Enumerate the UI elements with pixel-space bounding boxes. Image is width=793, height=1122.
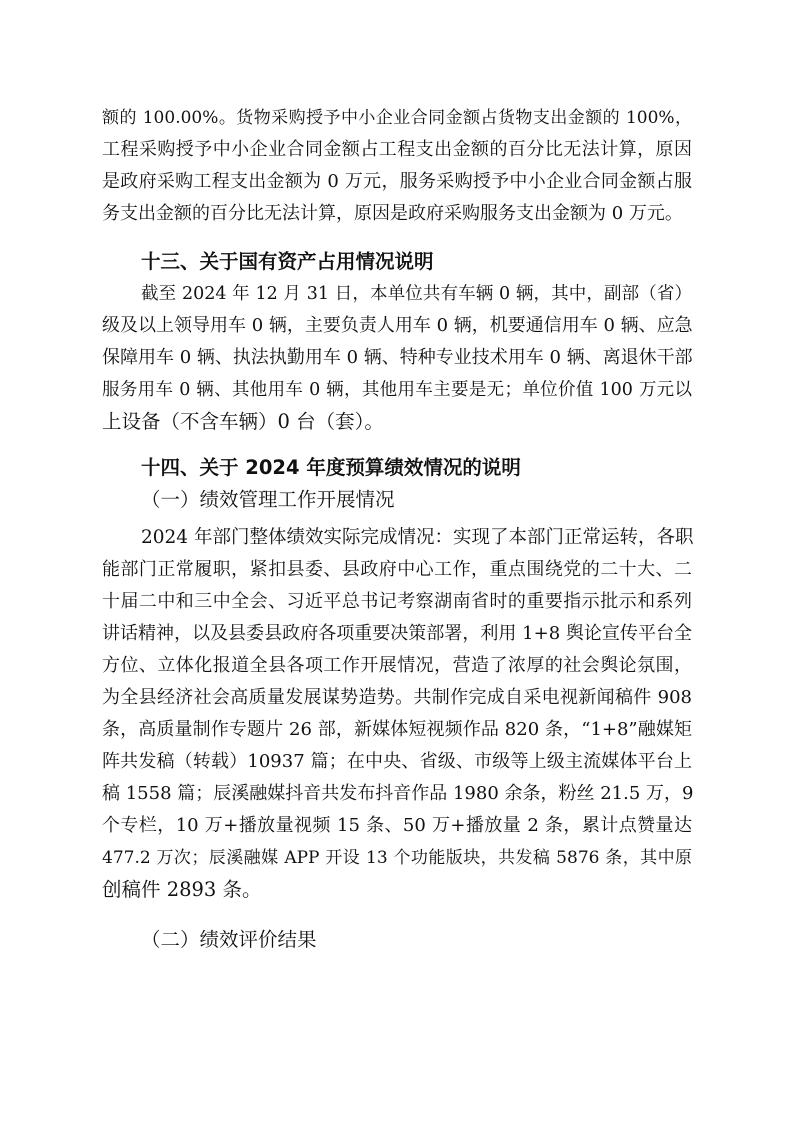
paragraph-line: 级及以上领导用车 0 辆，主要负责人用车 0 辆，机要通信用车 0 辆、应急 <box>102 315 693 336</box>
paragraph-line: 阵共发稿（转载）10937 篇；在中央、省级、市级等上级主流媒体平台上 <box>102 751 692 772</box>
paragraph-line: 个专栏，10 万+播放量视频 15 条、50 万+播放量 2 条，累计点赞量达 <box>102 815 692 836</box>
paragraph-line: 额的 100.00%。货物采购授予中小企业合同金额占货物支出金额的 100%， <box>102 108 692 128</box>
subsection-2-heading: （二）绩效评价结果 <box>141 928 317 951</box>
paragraph-line: 稿 1558 篇；辰溪融媒抖音共发布抖音作品 1980 余条，粉丝 21.5 万，9 <box>102 783 694 804</box>
paragraph-line: 上设备（不含车辆）0 台（套）。 <box>102 410 384 433</box>
paragraph-line: 创稿件 2893 条。 <box>102 878 262 901</box>
paragraph-line: 保障用车 0 辆、执法执勤用车 0 辆、特种专业技术用车 0 辆、离退休干部 <box>102 347 693 368</box>
paragraph-line: 服务用车 0 辆、其他用车 0 辆，其他用车主要是无；单位价值 100 万元以 <box>102 380 692 400</box>
paragraph-line: 为全县经济社会高质量发展谋势造势。共制作完成自采电视新闻稿件 908 <box>102 687 692 708</box>
paragraph-line: 2024 年部门整体绩效实际完成情况：实现了本部门正常运转，各职 <box>141 527 694 548</box>
section-14-heading: 十四、关于 2024 年度预算绩效情况的说明 <box>141 456 521 479</box>
paragraph-line: 方位、立体化报道全县各项工作开展情况，营造了浓厚的社会舆论氛围， <box>102 655 692 676</box>
section-13-heading: 十三、关于国有资产占用情况说明 <box>141 250 434 273</box>
paragraph-line: 讲话精神，以及县委县政府各项重要决策部署，利用 1+8 舆论宣传平台全 <box>102 623 692 644</box>
paragraph-line: 工程采购授予中小企业合同金额占工程支出金额的百分比无法计算，原因 <box>102 139 692 160</box>
paragraph-line: 十届二中和三中全会、习近平总书记考察湖南省时的重要指示批示和系列 <box>102 591 692 612</box>
paragraph-line: 截至 2024 年 12 月 31 日，本单位共有车辆 0 辆，其中，副部（省） <box>141 284 692 304</box>
paragraph-line: 条，高质量制作专题片 26 部，新媒体短视频作品 820 条，“1+8”融媒矩 <box>102 719 692 740</box>
paragraph-line: 477.2 万次；辰溪融媒 APP 开设 13 个功能版块，共发稿 5876 条，其中原 <box>102 848 692 868</box>
paragraph-line: 务支出金额的百分比无法计算，原因是政府采购服务支出金额为 0 万元。 <box>102 203 683 224</box>
subsection-1-heading: （一）绩效管理工作开展情况 <box>141 488 395 511</box>
paragraph-line: 是政府采购工程支出金额为 0 万元，服务采购授予中小企业合同金额占服 <box>102 171 692 192</box>
paragraph-line: 能部门正常履职，紧扣县委、县政府中心工作，重点围绕党的二十大、二 <box>102 559 692 580</box>
